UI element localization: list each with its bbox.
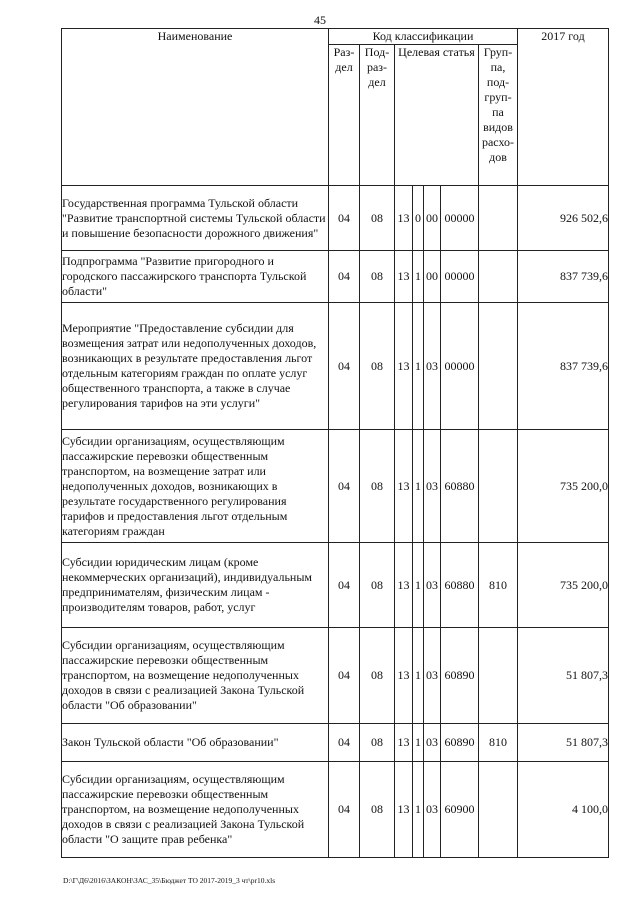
row-target-1: 13 bbox=[395, 251, 413, 303]
row-name: Закон Тульской области "Об образовании" bbox=[62, 724, 329, 762]
row-target-3: 03 bbox=[424, 724, 441, 762]
row-razdel: 04 bbox=[329, 628, 360, 724]
row-vid bbox=[479, 251, 518, 303]
row-name: Субсидии организациям, осуществляющим пассажирские перевозки общественным транспортом, на возмещение недополученных доходов в связи с реализацией Закона Тульской области "Об образовании" bbox=[62, 628, 329, 724]
row-name: Субсидии организациям, осуществляющим пассажирские перевозки общественным транспортом, на возмещение недополученных доходов в связи с реализацией Закона Тульской области "О защите прав ребенка" bbox=[62, 762, 329, 858]
row-vid bbox=[479, 628, 518, 724]
row-amount: 51 807,3 bbox=[518, 628, 609, 724]
row-amount: 735 200,0 bbox=[518, 430, 609, 543]
header-subsection: Под- раз- дел bbox=[360, 45, 395, 186]
row-target-3: 03 bbox=[424, 430, 441, 543]
row-target-2: 1 bbox=[413, 303, 424, 430]
row-target-4: 60900 bbox=[441, 762, 479, 858]
header-section: Раз- дел bbox=[329, 45, 360, 186]
table-row bbox=[62, 724, 609, 762]
row-target-4: 60880 bbox=[441, 430, 479, 543]
row-podrazdel: 08 bbox=[360, 762, 395, 858]
row-amount: 837 739,6 bbox=[518, 251, 609, 303]
row-razdel: 04 bbox=[329, 303, 360, 430]
row-podrazdel: 08 bbox=[360, 303, 395, 430]
table-row bbox=[62, 762, 609, 858]
row-podrazdel: 08 bbox=[360, 543, 395, 628]
row-target-3: 03 bbox=[424, 303, 441, 430]
row-target-2: 1 bbox=[413, 543, 424, 628]
row-target-2: 0 bbox=[413, 186, 424, 251]
row-name: Мероприятие "Предоставление субсидии для возмещения затрат или недополученных доходов, возникающих в результате предоставления льгот отдельным категориям граждан по оплате услуг общественного транспорта, а также в случае регулирования тарифов на эти услуги" bbox=[62, 303, 329, 430]
file-path-footer: D:\Г\Д6\2016\ЗАКОН\ЗАС_35\Бюджет ТО 2017-2019_3 чт\pr10.xls bbox=[63, 876, 276, 885]
row-target-3: 03 bbox=[424, 543, 441, 628]
row-target-4: 00000 bbox=[441, 186, 479, 251]
row-vid bbox=[479, 303, 518, 430]
row-target-3: 00 bbox=[424, 251, 441, 303]
budget-table bbox=[61, 28, 609, 858]
row-amount: 837 739,6 bbox=[518, 303, 609, 430]
header-group: Груп- па, под- груп- па видов расхо- дов bbox=[479, 45, 518, 186]
table-row bbox=[62, 543, 609, 628]
row-name: Государственная программа Тульской области "Развитие транспортной системы Тульской области и повышение безопасности дорожного движения" bbox=[62, 186, 329, 251]
row-vid bbox=[479, 186, 518, 251]
header-year: 2017 год bbox=[518, 29, 609, 186]
row-target-4: 60880 bbox=[441, 543, 479, 628]
row-target-2: 1 bbox=[413, 251, 424, 303]
row-target-1: 13 bbox=[395, 762, 413, 858]
row-target-3: 03 bbox=[424, 762, 441, 858]
table-row bbox=[62, 430, 609, 543]
row-podrazdel: 08 bbox=[360, 430, 395, 543]
row-target-1: 13 bbox=[395, 186, 413, 251]
table-row bbox=[62, 303, 609, 430]
table-row bbox=[62, 628, 609, 724]
row-amount: 926 502,6 bbox=[518, 186, 609, 251]
row-razdel: 04 bbox=[329, 186, 360, 251]
header-code: Код классификации bbox=[329, 29, 518, 45]
row-target-2: 1 bbox=[413, 762, 424, 858]
row-amount: 51 807,3 bbox=[518, 724, 609, 762]
row-target-4: 00000 bbox=[441, 303, 479, 430]
row-name: Субсидии юридическим лицам (кроме некоммерческих организаций), индивидуальным предпринимателям, физическим лицам - производителям товаров, работ, услуг bbox=[62, 543, 329, 628]
row-target-3: 03 bbox=[424, 628, 441, 724]
row-razdel: 04 bbox=[329, 724, 360, 762]
table-row bbox=[62, 186, 609, 251]
row-target-4: 00000 bbox=[441, 251, 479, 303]
row-amount: 735 200,0 bbox=[518, 543, 609, 628]
row-target-1: 13 bbox=[395, 724, 413, 762]
row-podrazdel: 08 bbox=[360, 628, 395, 724]
row-target-3: 00 bbox=[424, 186, 441, 251]
row-vid: 810 bbox=[479, 543, 518, 628]
row-podrazdel: 08 bbox=[360, 186, 395, 251]
row-podrazdel: 08 bbox=[360, 251, 395, 303]
header-target: Целевая статья bbox=[395, 45, 479, 186]
row-razdel: 04 bbox=[329, 543, 360, 628]
header-name: Наименование bbox=[62, 29, 329, 186]
row-razdel: 04 bbox=[329, 430, 360, 543]
row-target-4: 60890 bbox=[441, 724, 479, 762]
table-row bbox=[62, 251, 609, 303]
row-name: Подпрограмма "Развитие пригородного и городского пассажирского транспорта Тульской области" bbox=[62, 251, 329, 303]
row-target-1: 13 bbox=[395, 543, 413, 628]
row-target-1: 13 bbox=[395, 628, 413, 724]
row-target-1: 13 bbox=[395, 303, 413, 430]
row-target-2: 1 bbox=[413, 724, 424, 762]
row-amount: 4 100,0 bbox=[518, 762, 609, 858]
row-vid bbox=[479, 762, 518, 858]
row-target-2: 1 bbox=[413, 430, 424, 543]
page-number: 45 bbox=[314, 13, 326, 27]
row-target-1: 13 bbox=[395, 430, 413, 543]
row-name: Субсидии организациям, осуществляющим пассажирские перевозки общественным транспортом, на возмещение затрат или недополученных доходов, возникающих в результате государственного регулирования тарифов и предоставления льгот отдельным категориям граждан bbox=[62, 430, 329, 543]
row-razdel: 04 bbox=[329, 251, 360, 303]
row-target-4: 60890 bbox=[441, 628, 479, 724]
row-podrazdel: 08 bbox=[360, 724, 395, 762]
row-target-2: 1 bbox=[413, 628, 424, 724]
row-vid bbox=[479, 430, 518, 543]
row-vid: 810 bbox=[479, 724, 518, 762]
row-razdel: 04 bbox=[329, 762, 360, 858]
